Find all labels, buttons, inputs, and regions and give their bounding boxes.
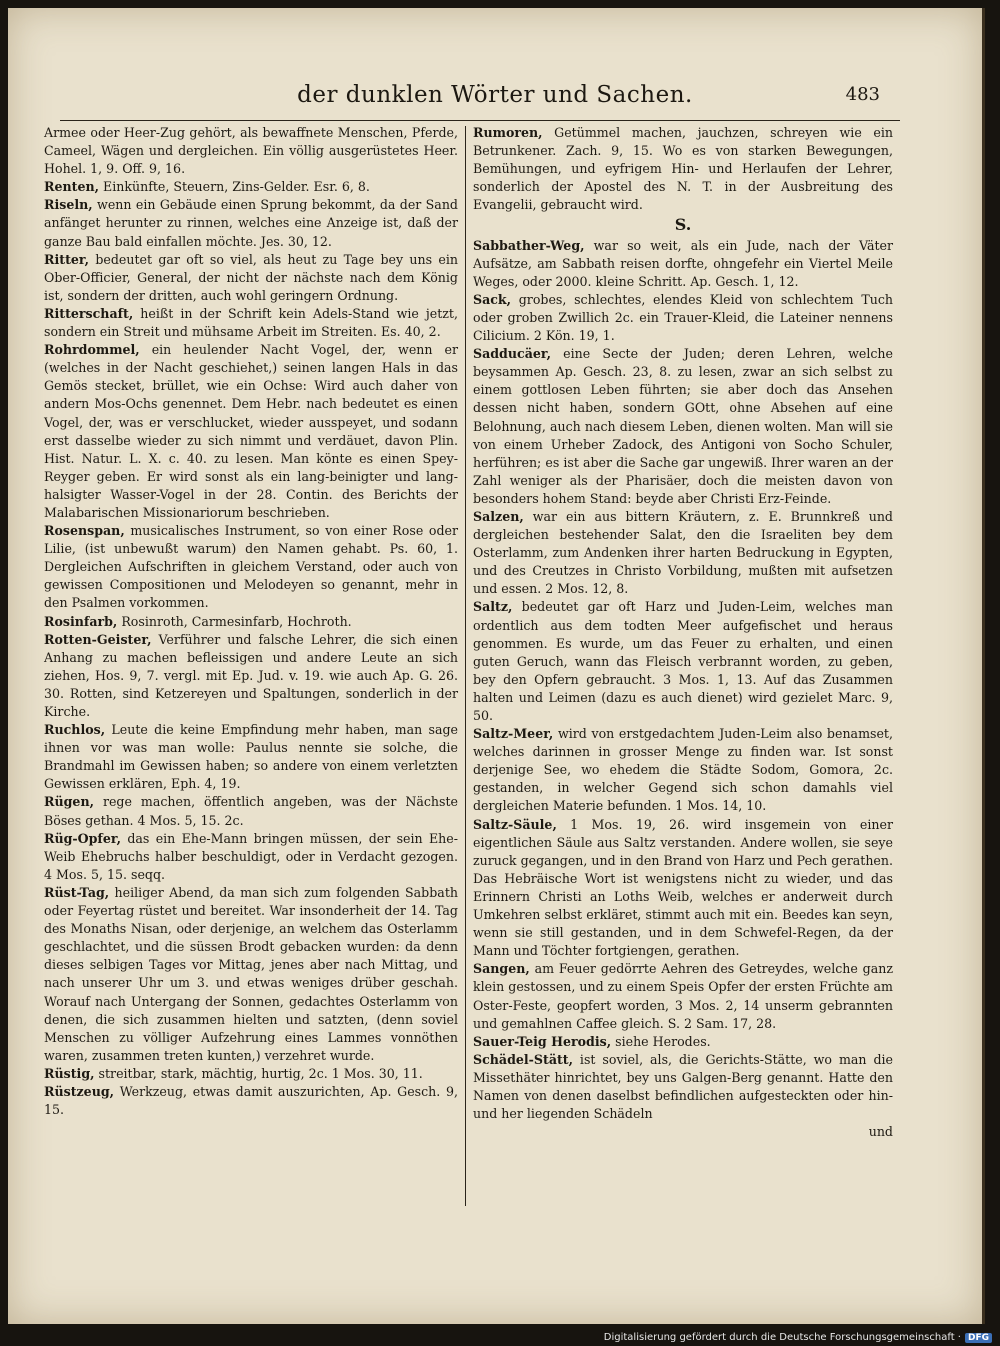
dictionary-entry — [473, 124, 893, 214]
dictionary-entry — [44, 251, 458, 305]
entry-text: wird von erstgedachtem Juden-Leim also benamset, welches darinnen in grosser Menge zu finden war. Ist sonst derjenige See, wo ehedem die Städte Sodom, Gomora, 2c. gestanden, in welcher Gegend sich schon damahls viel dergleichen Materie befunden. 1 Mos. 14, 10. — [473, 726, 893, 814]
dictionary-entry — [473, 237, 893, 291]
entry-headword: Sangen, — [473, 961, 530, 977]
dictionary-entry — [44, 1083, 458, 1119]
dictionary-entry — [44, 721, 458, 793]
entry-text: rege machen, öffentlich angeben, was der Nächste Böses gethan. 4 Mos. 5, 15. 2c. — [44, 794, 458, 828]
entry-text: Werkzeug, etwas damit auszurichten, Ap. Gesch. 9, 15. — [44, 1083, 458, 1118]
entry-headword: Rumoren, — [473, 125, 543, 140]
entry-text: Leute die keine Empfindung mehr haben, man sage ihnen vor was man wolle: Paulus nennte sie solche, die Brandmahl im Gewissen haben; so andere von einem verletzten Gewissen erklären, Eph. 4, 19. — [44, 722, 458, 792]
dictionary-entry — [473, 1033, 893, 1051]
dictionary-entry — [473, 1051, 893, 1123]
catchword: und — [868, 1124, 893, 1140]
entry-headword: Sauer-Teig Herodis, — [473, 1033, 612, 1049]
footer — [604, 1332, 992, 1343]
dictionary-entry — [473, 960, 893, 1032]
entry-headword: Schädel-Stätt, — [473, 1051, 573, 1067]
entry-headword: Rüstig, — [44, 1065, 95, 1081]
entry-headword: Rosinfarb, — [44, 613, 118, 629]
entry-text: Einkünfte, Steuern, Zins-Gelder. Esr. 6, 8. — [99, 179, 370, 195]
entry-headword: Rüg-Opfer, — [44, 830, 121, 846]
entry-text: war so weit, als ein Jude, nach der Väter Aufsätze, am Sabbath reisen dorfte, ohngefehr ein Viertel Meile Weges, oder 2000. kleine Schritt. Ap. Gesch. 1, 12. — [473, 237, 893, 289]
entry-text: grobes, schlechtes, elendes Kleid von schlechtem Tuch oder groben Zwillich 2c. ein Trauer-Kleid, die Lateiner nennens Cilicium. 2 Kön. 19, 1. — [473, 291, 893, 344]
entry-headword: Saltz, — [473, 599, 513, 615]
section-letter: S. — [674, 215, 692, 235]
entry-text: eine Secte der Juden; deren Lehren, welche beysammen Ap. Gesch. 23, 8. zu lesen, zwar an sich selbst zu einem gottlosen Leben führten; sie aber doch das Ansehen dessen nicht haben, sondern GOtt, ohne Absehen auf eine Belohnung, auch nach diesem Leben, dienen wolten. Man will sie von einem Urheber Zadock, des Antigoni von Socho Schuler, herführen; es ist aber die Sache gar ungewiß. Ihrer waren an der Zahl weniger als der Pharisäer, doch die meisten davon von besonders hohem Stand: beyde aber Christi Erz-Feinde. — [473, 346, 893, 506]
entry-text: ein heulender Nacht Vogel, der, wenn er (welches in der Nacht geschiehet,) seinen langen Hals in das Gemös stecket, brüllet, wie ein Ochse: Wird auch daher von andern Mos-Ochs genennet. Dem Hebr. nach bedeutet es einen Vogel, der, was er verschlucket, wieder ausspeyet, und sodann erst dasselbe wieder zu sich nimmt und verdäuet, davon Plin. Hist. Natur. L. X. c. 40. zu lesen. Man könte es einen Spey-Reyger geben. Er wird sonst als ein lang-beinigter und lang-halsigter Wasser-Vogel in der 28. Contin. des Berichts der Malabarischen Missionariorum beschrieben. — [44, 342, 458, 520]
right-column — [473, 124, 893, 1141]
entry-text: musicalisches Instrument, so von einer Rose oder Lilie, (ist unbewußt warum) den Namen gehabt. Ps. 60, 1. Dergleichen Aufschriften in gleichem Verstand, oder auch von gewissen Compositionen und Melodeyen so genannt, mehr in den Psalmen vorkommen. — [44, 523, 458, 611]
dictionary-entry — [44, 178, 458, 196]
entry-text: Getümmel machen, jauchzen, schreyen wie ein Betrunkener. Zach. 9, 15. Wo es von starken Bewegungen, Bemühungen, und eyfrigem Hin- und Herlaufen der Lehrer, sonderlich der Apostel des N. T. in der Ausbreitung des Evangelii, gebraucht wird. — [473, 125, 893, 213]
dictionary-entry — [473, 508, 893, 598]
dictionary-entry — [44, 196, 458, 250]
entry-headword: Rosenspan, — [44, 523, 125, 539]
left-column — [44, 124, 458, 1119]
dictionary-entry — [44, 613, 458, 631]
entry-headword: Ritterschaft, — [44, 305, 134, 321]
entry-headword: Rügen, — [44, 794, 94, 810]
running-title: der dunklen Wörter und Sachen. — [297, 82, 693, 108]
entry-headword: Rotten-Geister, — [44, 631, 152, 647]
entry-text: streitbar, stark, mächtig, hurtig, 2c. 1 Mos. 30, 11. — [94, 1065, 423, 1081]
entry-headword: Sack, — [473, 291, 512, 307]
entry-text: bedeutet gar oft Harz und Juden-Leim, welches man ordentlich aus dem todten Meer aufgefischet und heraus genommen. Es wurde, um das Feuer zu erhalten, und einen guten Geruch, wann das Fleisch verbrannt worden, zu geben, bey den Opfern gebraucht. 3 Mos. 1, 13. Auf das Zusammen halten und Leimen (dazu es auch dienet) wird gezielet Marc. 9, 50. — [473, 599, 893, 723]
right-column-s-entries — [473, 237, 893, 1124]
entry-text: 1 Mos. 19, 26. wird insgemein von einer eigentlichen Säule aus Saltz verstanden. Andere wollen, sie seye zuruck gegangen, und in den Brand von Harz und Pech gerathen. Das Hebräische Wort ist wenigstens nicht zu wieder, und das Erinnern Christi an Loths Weib, welches er anderweit durch Umkehren selbst erkläret, stimmt auch mit ein. Beedes kan seyn, wenn sie still gestanden, und in dem Schwefel-Regen, da der Mann und Töchter fortgiengen, gerathen. — [473, 816, 893, 959]
entry-headword: Ruchlos, — [44, 722, 106, 738]
entry-text: Armee oder Heer-Zug gehört, als bewaffnete Menschen, Pferde, Cameel, Wägen und dergleichen. Ein völlig ausgerüstetes Heer. Hohel. 1, 9. Off. 9, 16. — [44, 125, 458, 177]
entry-headword: Rohrdommel, — [44, 342, 140, 358]
entry-headword: Sadducäer, — [473, 346, 551, 362]
entry-headword: Rüstzeug, — [44, 1083, 115, 1099]
entry-headword: Renten, — [44, 179, 100, 195]
entry-text: Verführer und falsche Lehrer, die sich einen Anhang zu machen befleissigen und andere Leute an sich ziehen, Hos. 9, 7. vergl. mit Ep. Jud. v. 19. wie auch Ap. G. 26. 30. Rotten, sind Ketzereyen und Spaltungen, sonderlich in der Kirche. — [44, 631, 458, 719]
dictionary-entry — [44, 522, 458, 612]
entry-headword: Rüst-Tag, — [44, 884, 110, 900]
dictionary-entry — [44, 793, 458, 829]
right-column-r-entries — [473, 124, 893, 214]
book-page — [8, 8, 985, 1324]
dictionary-entry — [44, 305, 458, 341]
entry-text: das ein Ehe-Mann bringen müssen, der sein Ehe-Weib Ehebruchs halber beschuldigt, oder in Verdacht gezogen. 4 Mos. 5, 15. seqq. — [44, 830, 458, 882]
page-header — [8, 82, 982, 122]
entry-headword: Sabbather-Weg, — [473, 237, 585, 253]
dictionary-entry — [44, 830, 458, 884]
column-divider — [465, 126, 466, 1206]
entry-headword: Saltz-Meer, — [473, 726, 554, 742]
dictionary-entry — [473, 725, 893, 815]
dictionary-entry — [44, 124, 458, 178]
header-rule — [60, 120, 900, 121]
dictionary-entry — [44, 884, 458, 1065]
dfg-logo: DFG — [965, 1333, 992, 1343]
entry-headword: Riseln, — [44, 197, 93, 213]
entry-text: bedeutet gar oft so viel, als heut zu Tage bey uns ein Ober-Officier, General, der nicht der nächste nach dem König ist, sondern der dritten, auch wohl geringern Ordnung. — [44, 251, 458, 303]
entry-headword: Saltz-Säule, — [473, 816, 557, 832]
entry-headword: Ritter, — [44, 251, 90, 267]
footer-text: Digitalisierung gefördert durch die Deutsche Forschungsgemeinschaft · — [603, 1332, 961, 1343]
entry-text: siehe Herodes. — [611, 1033, 711, 1049]
dictionary-entry — [473, 598, 893, 725]
dictionary-entry — [473, 345, 893, 508]
dictionary-entry — [473, 816, 893, 961]
dictionary-entry — [44, 341, 458, 522]
entry-text: ist soviel, als, die Gerichts-Stätte, wo man die Missethäter hinrichtet, bey uns Galgen-Berg genannt. Hatte den Namen von denen daselbst befindlichen aufgesteckten oder hin- und her liegenden Schädeln — [473, 1051, 893, 1122]
entry-text: war ein aus bittern Kräutern, z. E. Brunnkreß und dergleichen bestehender Salat, den die Israeliten bey dem Osterlamm, zum Andenken ihrer harten Bedruckung in Egypten, und des Creutzes in Christo Vorbildung, mußten mit aufsetzen und essen. 2 Mos. 12, 8. — [473, 508, 893, 597]
dictionary-entry — [44, 1065, 458, 1083]
entry-headword: Salzen, — [473, 508, 524, 524]
entry-text: am Feuer gedörrte Aehren des Getreydes, welche ganz klein gestossen, und zu einem Speis Opfer der ersten Früchte am Oster-Feste, geopfert worden, 3 Mos. 2, 14 unserm gebrannten und gemahlnen Caffee gleich. S. 2 Sam. 17, 28. — [473, 961, 893, 1031]
entry-text: heißt in der Schrift kein Adels-Stand wie jetzt, sondern ein Streit und mühsame Arbeit im Streiten. Es. 40, 2. — [44, 305, 458, 340]
entry-text: heiliger Abend, da man sich zum folgenden Sabbath oder Feyertag rüstet und bereitet. War insonderheit der 14. Tag des Monaths Nisan, oder derjenige, an welchem das Osterlamm geschlachtet, und die süssen Brodt gebacken wurden: da denn dieses selbigen Tages vor Mittag, jenes aber nach Mittag, und nach unserer Uhr um 3. und etwas weniges drüber geschah. Worauf nach Untergang der Sonnen, gedachtes Osterlamm von denen, die sich zusammen hielten und satzten, (denn soviel Menschen zu völliger Aufzehrung eines Lammes vonnöthen waren, zusammen treten kunten,) verzehret wurde. — [44, 884, 458, 1063]
dictionary-entry — [44, 631, 458, 721]
page-number: 483 — [845, 84, 880, 105]
entry-text: Rosinroth, Carmesinfarb, Hochroth. — [117, 613, 352, 629]
dictionary-entry — [473, 291, 893, 345]
entry-text: wenn ein Gebäude einen Sprung bekommt, da der Sand anfänget herunter zu rinnen, welches eine Anzeige ist, daß der ganze Bau bald einfallen möchte. Jes. 30, 12. — [44, 197, 458, 249]
